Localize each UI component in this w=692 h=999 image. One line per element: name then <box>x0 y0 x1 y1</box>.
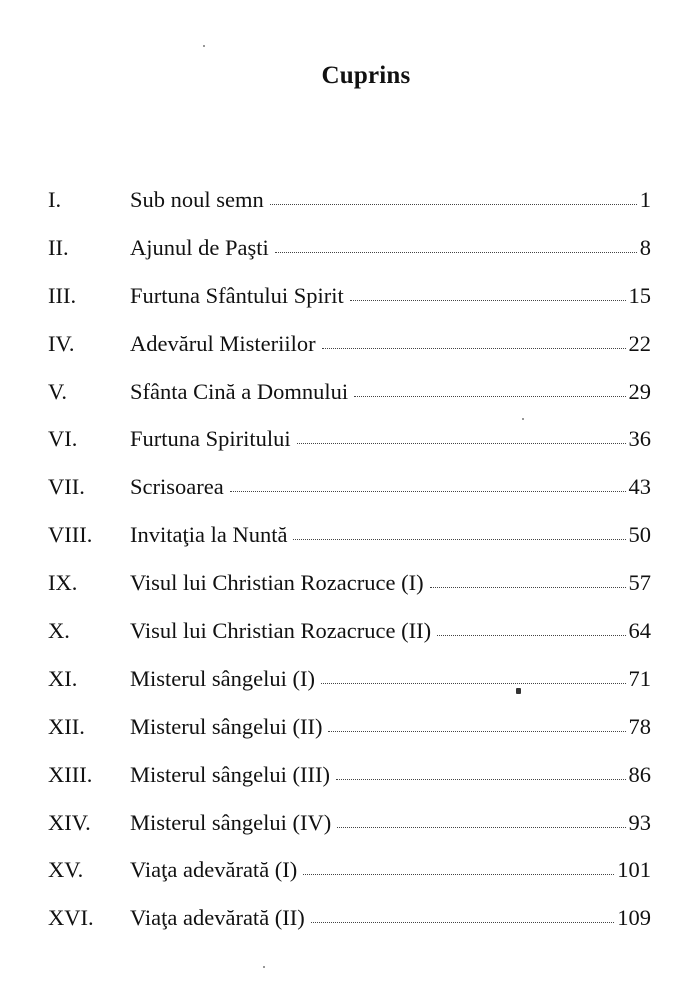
page-number: 64 <box>628 618 651 644</box>
toc-entry <box>48 183 651 231</box>
chapter-title: Viaţa adevărată (I) <box>130 857 298 883</box>
chapter-entry <box>130 375 651 409</box>
dot-leader <box>354 396 625 397</box>
dot-leader <box>437 635 625 636</box>
chapter-number: IX. <box>48 570 78 596</box>
chapter-number: V. <box>48 378 67 404</box>
page-number: 101 <box>617 857 651 883</box>
chapter-number: XIV. <box>48 809 91 835</box>
chapter-title: Visul lui Christian Rozacruce (II) <box>130 618 432 644</box>
page-number: 36 <box>628 426 651 452</box>
toc-entry <box>48 853 651 901</box>
chapter-title: Viaţa adevărată (II) <box>130 905 305 931</box>
chapter-entry <box>130 470 651 504</box>
chapter-entry <box>130 231 651 265</box>
dot-leader <box>297 443 626 444</box>
page-number: 71 <box>628 665 651 691</box>
chapter-title: Sfânta Cină a Domnului <box>130 378 349 404</box>
table-of-contents <box>48 183 651 949</box>
toc-entry <box>48 614 651 662</box>
chapter-title: Furtuna Spiritului <box>130 426 291 452</box>
dot-leader <box>430 587 626 588</box>
toc-entry <box>48 327 651 375</box>
chapter-number: VII. <box>48 474 85 500</box>
scan-speck <box>522 418 524 420</box>
page-number: 15 <box>628 282 651 308</box>
dot-leader <box>303 874 614 875</box>
chapter-number: II. <box>48 234 69 260</box>
dot-leader <box>336 779 626 780</box>
page-number: 29 <box>628 378 651 404</box>
chapter-number: X. <box>48 618 70 644</box>
chapter-title: Misterul sângelui (II) <box>130 713 323 739</box>
toc-entry <box>48 806 651 854</box>
dot-leader <box>321 683 626 684</box>
chapter-title: Visul lui Christian Rozacruce (I) <box>130 570 424 596</box>
toc-entry <box>48 901 651 949</box>
chapter-entry <box>130 901 651 935</box>
dot-leader <box>322 348 626 349</box>
chapter-entry <box>130 662 651 696</box>
page-number: 109 <box>617 905 651 931</box>
chapter-title: Misterul sângelui (IV) <box>130 809 332 835</box>
toc-entry <box>48 422 651 470</box>
chapter-title: Misterul sângelui (III) <box>130 761 330 787</box>
chapter-entry <box>130 758 651 792</box>
scan-speck <box>203 45 205 47</box>
chapter-entry <box>130 422 651 456</box>
dot-leader <box>328 731 625 732</box>
page-number: 86 <box>628 761 651 787</box>
chapter-number: XIII. <box>48 761 93 787</box>
toc-entry <box>48 375 651 423</box>
page-number: 8 <box>639 234 651 260</box>
chapter-title: Misterul sângelui (I) <box>130 665 315 691</box>
toc-entry <box>48 279 651 327</box>
chapter-title: Scrisoarea <box>130 474 224 500</box>
page-number: 22 <box>628 330 651 356</box>
toc-entry <box>48 231 651 279</box>
chapter-number: III. <box>48 282 77 308</box>
chapter-number: VIII. <box>48 522 93 548</box>
page-number: 78 <box>628 713 651 739</box>
chapter-number: XI. <box>48 665 78 691</box>
scan-speck <box>263 966 265 968</box>
dot-leader <box>230 491 626 492</box>
chapter-entry <box>130 327 651 361</box>
toc-entry <box>48 518 651 566</box>
chapter-number: VI. <box>48 426 78 452</box>
chapter-entry <box>130 853 651 887</box>
chapter-title: Adevărul Misteriilor <box>130 330 316 356</box>
chapter-entry <box>130 806 651 840</box>
page-title: Cuprins <box>321 62 411 89</box>
toc-entry <box>48 566 651 614</box>
dot-leader <box>337 827 625 828</box>
chapter-number: I. <box>48 187 62 212</box>
dot-leader <box>311 922 614 923</box>
chapter-number: XVI. <box>48 905 94 931</box>
chapter-entry <box>130 183 651 217</box>
chapter-title: Ajunul de Paşti <box>130 234 269 260</box>
page-number: 50 <box>628 522 651 548</box>
page-number: 93 <box>628 809 651 835</box>
chapter-number: IV. <box>48 330 75 356</box>
chapter-title: Furtuna Sfântului Spirit <box>130 282 344 308</box>
toc-entry <box>48 662 651 710</box>
toc-entry <box>48 470 651 518</box>
chapter-number: XII. <box>48 713 85 739</box>
page-number: 1 <box>639 187 651 212</box>
page-number: 43 <box>628 474 651 500</box>
chapter-entry <box>130 566 651 600</box>
dot-leader <box>293 539 625 540</box>
chapter-title: Invitaţia la Nuntă <box>130 522 288 548</box>
dot-leader <box>270 204 637 205</box>
chapter-entry <box>130 614 651 648</box>
chapter-title: Sub noul semn <box>130 187 264 212</box>
toc-entry <box>48 758 651 806</box>
chapter-entry <box>130 518 651 552</box>
scan-speck <box>516 688 521 694</box>
chapter-number: XV. <box>48 857 84 883</box>
dot-leader <box>275 252 637 253</box>
dot-leader <box>350 300 626 301</box>
chapter-entry <box>130 279 651 313</box>
toc-entry <box>48 710 651 758</box>
page-number: 57 <box>628 570 651 596</box>
chapter-entry <box>130 710 651 744</box>
